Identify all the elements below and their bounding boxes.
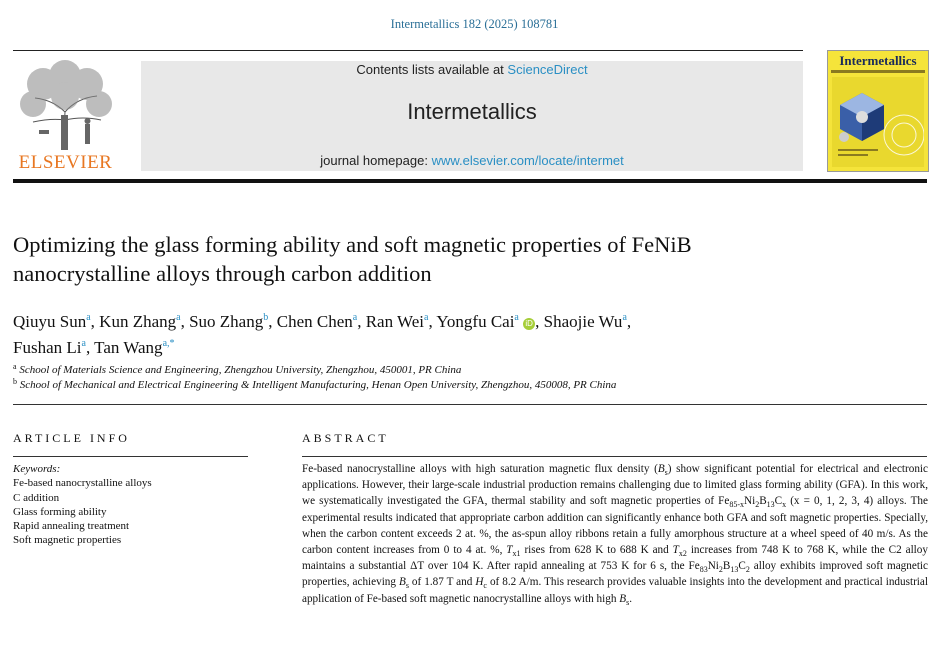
keyword-item[interactable]: Fe-based nanocrystalline alloys [13, 477, 152, 490]
contents-prefix: Contents lists available at [356, 62, 508, 77]
author-name[interactable]: Tan Wang [94, 338, 163, 357]
cover-crystal-icon [832, 77, 924, 167]
formula-element: Ni [744, 495, 756, 508]
abstract-text [302, 461, 928, 607]
abstract-fragment: of 8.2 A/m. This research provides valuable insights into the development and practical industrial application of Fe-based soft magnetic nanocrystalline alloys with high [302, 576, 928, 605]
subscript: 2 [718, 565, 723, 575]
keyword-item[interactable]: Rapid annealing treatment [13, 520, 130, 533]
keyword-item[interactable]: Soft magnetic properties [13, 534, 122, 547]
affiliation-marker[interactable]: a [514, 312, 519, 323]
affiliation-marker[interactable]: a [622, 312, 627, 323]
affiliation-marker[interactable]: a [176, 312, 181, 323]
subscript: x [782, 500, 787, 510]
author-name[interactable]: Kun Zhang [99, 312, 177, 331]
author-separator: , [626, 312, 632, 331]
subscript: c [483, 581, 487, 591]
keyword-item[interactable]: C addition [13, 491, 60, 504]
abstract-heading: ABSTRACT [302, 431, 389, 445]
formula-element: B [759, 495, 767, 508]
author-name[interactable]: Chen Chen [276, 312, 353, 331]
journal-cover-image[interactable] [827, 50, 929, 172]
abstract-fragment: (x = 0, 1, 2, 3, 4) alloys. The experimental results indicated that appropriate carbon addition can significantly enhance both GFA and soft magnetic properties. Specially, when the carbon content exceeds 2 at. %, the as-spun alloy ribbons retain a fully amorphous structure at a wheel speed of 40 m/s. As the carbon content increases from 0 to 4 at. %, [302, 495, 928, 557]
symbol-bs: B [619, 592, 627, 605]
subscript: 2 [755, 500, 760, 510]
abstract-fragment: rises from 628 K to 688 K and [520, 544, 673, 557]
affiliation-label: b [13, 377, 17, 386]
article-title [13, 230, 913, 288]
affiliation-marker[interactable]: a [424, 312, 429, 323]
author-name[interactable]: Suo Zhang [189, 312, 264, 331]
author-separator: , [357, 312, 366, 331]
affiliation-marker[interactable]: a [352, 312, 358, 323]
affiliation-marker[interactable]: a [81, 338, 86, 349]
article-info-divider [13, 456, 248, 457]
elsevier-tree-icon [13, 60, 118, 152]
keywords-label: Keywords: [13, 463, 61, 475]
author-separator: , [268, 312, 277, 331]
journal-header-banner [141, 61, 803, 171]
formula-element: C [774, 495, 783, 508]
keyword-item[interactable]: Glass forming ability [13, 505, 107, 518]
author-list [13, 307, 913, 359]
affiliation-marker[interactable]: a,* [162, 338, 175, 349]
symbol-tx2: T [672, 544, 679, 557]
journal-name: Intermetallics [407, 99, 537, 124]
subscript: s [664, 468, 668, 478]
author-name[interactable]: Shaojie Wu [543, 312, 623, 331]
homepage-line [141, 153, 803, 168]
affiliation-b [13, 377, 913, 391]
header-thick-divider [13, 179, 927, 183]
journal-homepage-link[interactable]: www.elsevier.com/locate/intermet [431, 153, 624, 168]
author-separator: , [85, 338, 95, 357]
symbol-hc: H [475, 576, 484, 589]
author-name[interactable]: Ran Wei [365, 312, 424, 331]
section-divider [13, 404, 927, 405]
orcid-icon[interactable]: iD [523, 318, 535, 330]
author-separator: , [428, 312, 437, 331]
article-info-heading: ARTICLE INFO [13, 431, 130, 445]
abstract-fragment: of 1.87 T and [408, 576, 476, 589]
formula-element: C [738, 560, 746, 573]
affiliation-label: a [13, 362, 17, 371]
subscript: 2 [745, 565, 750, 575]
formula-element: Ni [707, 560, 719, 573]
sciencedirect-link[interactable]: ScienceDirect [507, 62, 588, 77]
affiliation-text: School of Mechanical and Electrical Engineering & Intelligent Manufacturing, Henan Open University, Zhengzhou, 450008, PR China [19, 379, 617, 391]
homepage-prefix: journal homepage: [320, 153, 432, 168]
abstract-fragment: Fe-based nanocrystalline alloys with high saturation magnetic flux density ( [302, 463, 658, 475]
keywords-block [13, 462, 253, 548]
subscript: x1 [512, 549, 521, 559]
affiliation-marker[interactable]: b [263, 312, 269, 323]
subscript: 83 [699, 565, 708, 575]
abstract-divider [302, 456, 927, 457]
cover-title: Intermetallics [839, 53, 917, 68]
abstract-fragment: increases from 748 K to 768 K, while the C2 alloy maintains a substantial ΔT over 104 K. After rapid annealing at 753 K for 6 s, the Fe [302, 544, 928, 573]
cover-subtitle-strip [831, 70, 925, 73]
abstract-fragment: alloy exhibits improved soft magnetic properties, achieving [302, 560, 929, 589]
author-separator: , [180, 312, 190, 331]
affiliation-text: School of Materials Science and Engineering, Zhengzhou University, Zhengzhou, 450001, PR China [19, 364, 462, 376]
header-divider [13, 50, 803, 51]
author-name[interactable]: Qiuyu Sun [13, 312, 87, 331]
article-title-line-2: nanocrystalline alloys through carbon addition [13, 261, 432, 286]
symbol-bs: B [657, 463, 665, 475]
subscript: x2 [678, 549, 687, 559]
subscript: s [405, 581, 409, 591]
elsevier-wordmark: ELSEVIER [18, 152, 113, 173]
contents-line [141, 62, 803, 77]
subscript: 85-x [729, 500, 745, 510]
article-title-line-1: Optimizing the glass forming ability and soft magnetic properties of FeNiB [13, 232, 692, 257]
author-separator: , [535, 312, 544, 331]
symbol-bs: B [398, 576, 406, 589]
symbol-tx1: T [506, 544, 513, 557]
subscript: s [626, 597, 630, 607]
abstract-fragment: . [629, 592, 632, 605]
author-separator: , [90, 312, 100, 331]
subscript: 13 [766, 500, 775, 510]
subscript: 13 [730, 565, 739, 575]
elsevier-logo[interactable] [13, 60, 118, 172]
abstract-fragment: ) show significant potential for electrical and electronic applications. However, their large-scale industrial production remains challenging due to limited glass forming ability (GFA). In this work, we systematically investigated the GFA, thermal stability and soft magnetic properties of Fe [302, 463, 929, 508]
affiliation-marker[interactable]: a [86, 312, 91, 323]
formula-element: B [722, 560, 731, 573]
journal-citation[interactable]: Intermetallics 182 (2025) 108781 [390, 17, 559, 31]
affiliation-a [13, 362, 913, 376]
author-name[interactable]: Yongfu Cai [436, 312, 515, 331]
author-name[interactable]: Fushan Li [13, 338, 82, 357]
